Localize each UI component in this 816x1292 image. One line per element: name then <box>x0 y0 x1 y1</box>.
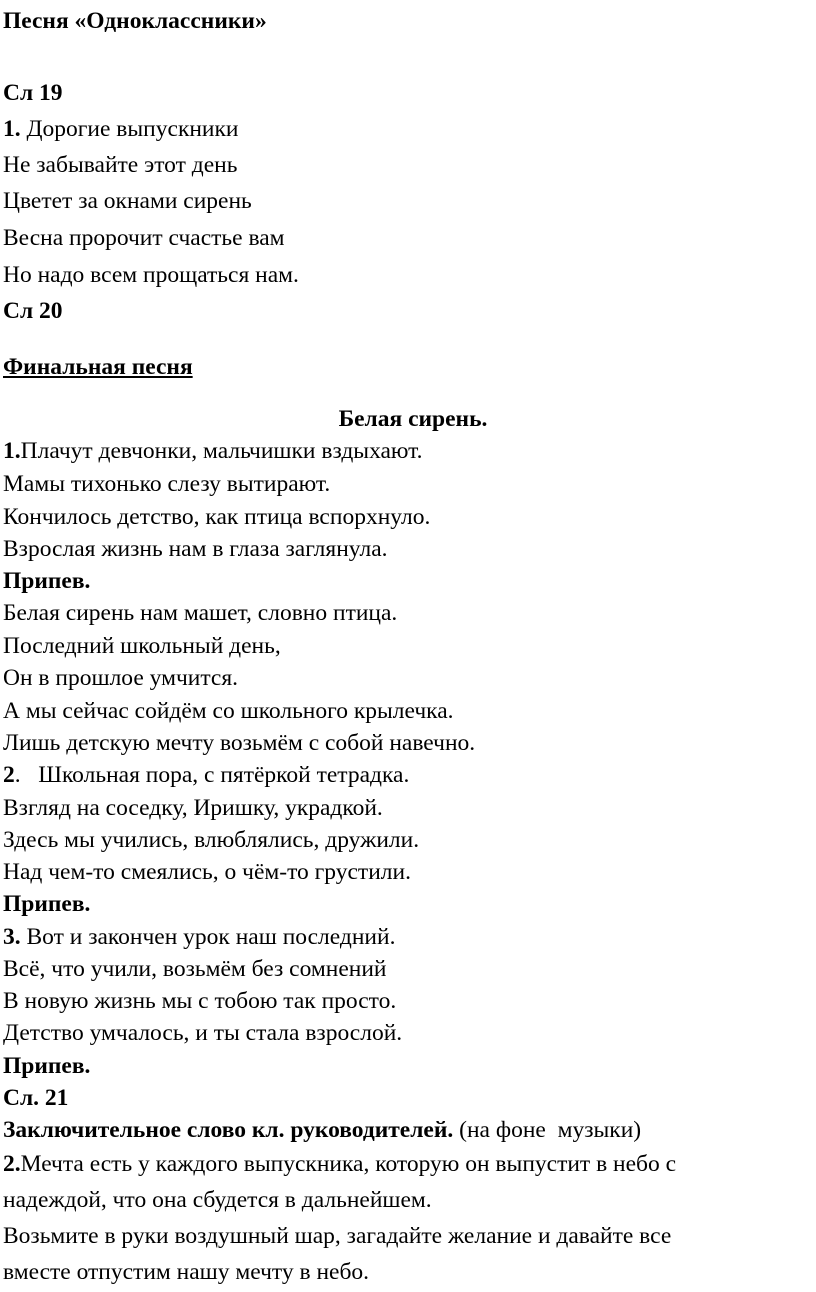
verse-text: Дорогие выпускники <box>20 116 239 142</box>
slide-label: Сл. 21 <box>3 1085 69 1111</box>
chorus-line: Он в прошлое умчится. <box>3 665 239 691</box>
paragraph-text: Мечта есть у каждого выпускника, которую он выпустит в небо с <box>20 1151 677 1177</box>
closing-title <box>3 1116 641 1144</box>
verse-line <box>3 923 395 951</box>
chorus-line: Белая сирень нам машет, словно птица. <box>3 600 398 626</box>
verse-line: Взгляд на соседку, Иришку, украдкой. <box>3 795 383 821</box>
closing-title-note: (на фоне музыки) <box>453 1117 642 1143</box>
verse-line <box>3 761 409 789</box>
chorus-line: Лишь детскую мечту возьмём с собой навечно. <box>3 730 476 756</box>
verse-line: Здесь мы учились, влюблялись, дружили. <box>3 827 420 853</box>
chorus-label: Припев. <box>3 1053 91 1079</box>
verse-line <box>3 115 239 143</box>
song-title: Песня «Одноклассники» <box>3 8 267 34</box>
section-heading: Финальная песня <box>3 354 193 380</box>
verse-text: Плачут девчонки, мальчишки вздыхают. <box>20 438 423 464</box>
verse-text: . Школьная пора, с пятёркой тетрадка. <box>14 762 410 788</box>
verse-number: 1. <box>3 438 21 464</box>
song-title: Белая сирень. <box>338 406 488 432</box>
verse-line: В новую жизнь мы с тобою так просто. <box>3 988 397 1014</box>
verse-line <box>3 437 423 465</box>
paragraph-line: надеждой, что она сбудется в дальнейшем. <box>3 1187 432 1213</box>
chorus-line: Последний школьный день, <box>3 633 281 659</box>
verse-line: Цветет за окнами сирень <box>3 188 252 214</box>
closing-title-bold: Заключительное слово кл. руководителей. <box>3 1117 454 1143</box>
verse-line: Мамы тихонько слезу вытирают. <box>3 471 331 497</box>
verse-line: Детство умчалось, и ты стала взрослой. <box>3 1020 403 1046</box>
verse-line: Всё, что учили, возьмём без сомнений <box>3 956 387 982</box>
chorus-line: А мы сейчас сойдём со школьного крылечка. <box>3 698 454 724</box>
verse-line: Кончилось детство, как птица вспорхнуло. <box>3 504 431 530</box>
paragraph-line: Возьмите в руки воздушный шар, загадайте желание и давайте все <box>3 1223 672 1249</box>
verse-number: 2 <box>3 762 15 788</box>
verse-number: 1. <box>3 116 21 142</box>
paragraph-line <box>3 1150 676 1178</box>
verse-text: Вот и закончен урок наш последний. <box>20 924 396 950</box>
chorus-label: Припев. <box>3 568 91 594</box>
chorus-label: Припев. <box>3 891 91 917</box>
verse-line: Не забывайте этот день <box>3 152 238 178</box>
verse-number: 3. <box>3 924 21 950</box>
paragraph-line: вместе отпустим нашу мечту в небо. <box>3 1259 370 1285</box>
verse-line: Весна пророчит счастье вам <box>3 225 285 251</box>
slide-label: Сл 20 <box>3 298 63 324</box>
verse-line: Взрослая жизнь нам в глаза заглянула. <box>3 536 388 562</box>
verse-line: Но надо всем прощаться нам. <box>3 262 299 288</box>
paragraph-number: 2. <box>3 1151 21 1177</box>
verse-line: Над чем-то смеялись, о чём-то грустили. <box>3 859 411 885</box>
slide-label: Сл 19 <box>3 80 63 106</box>
